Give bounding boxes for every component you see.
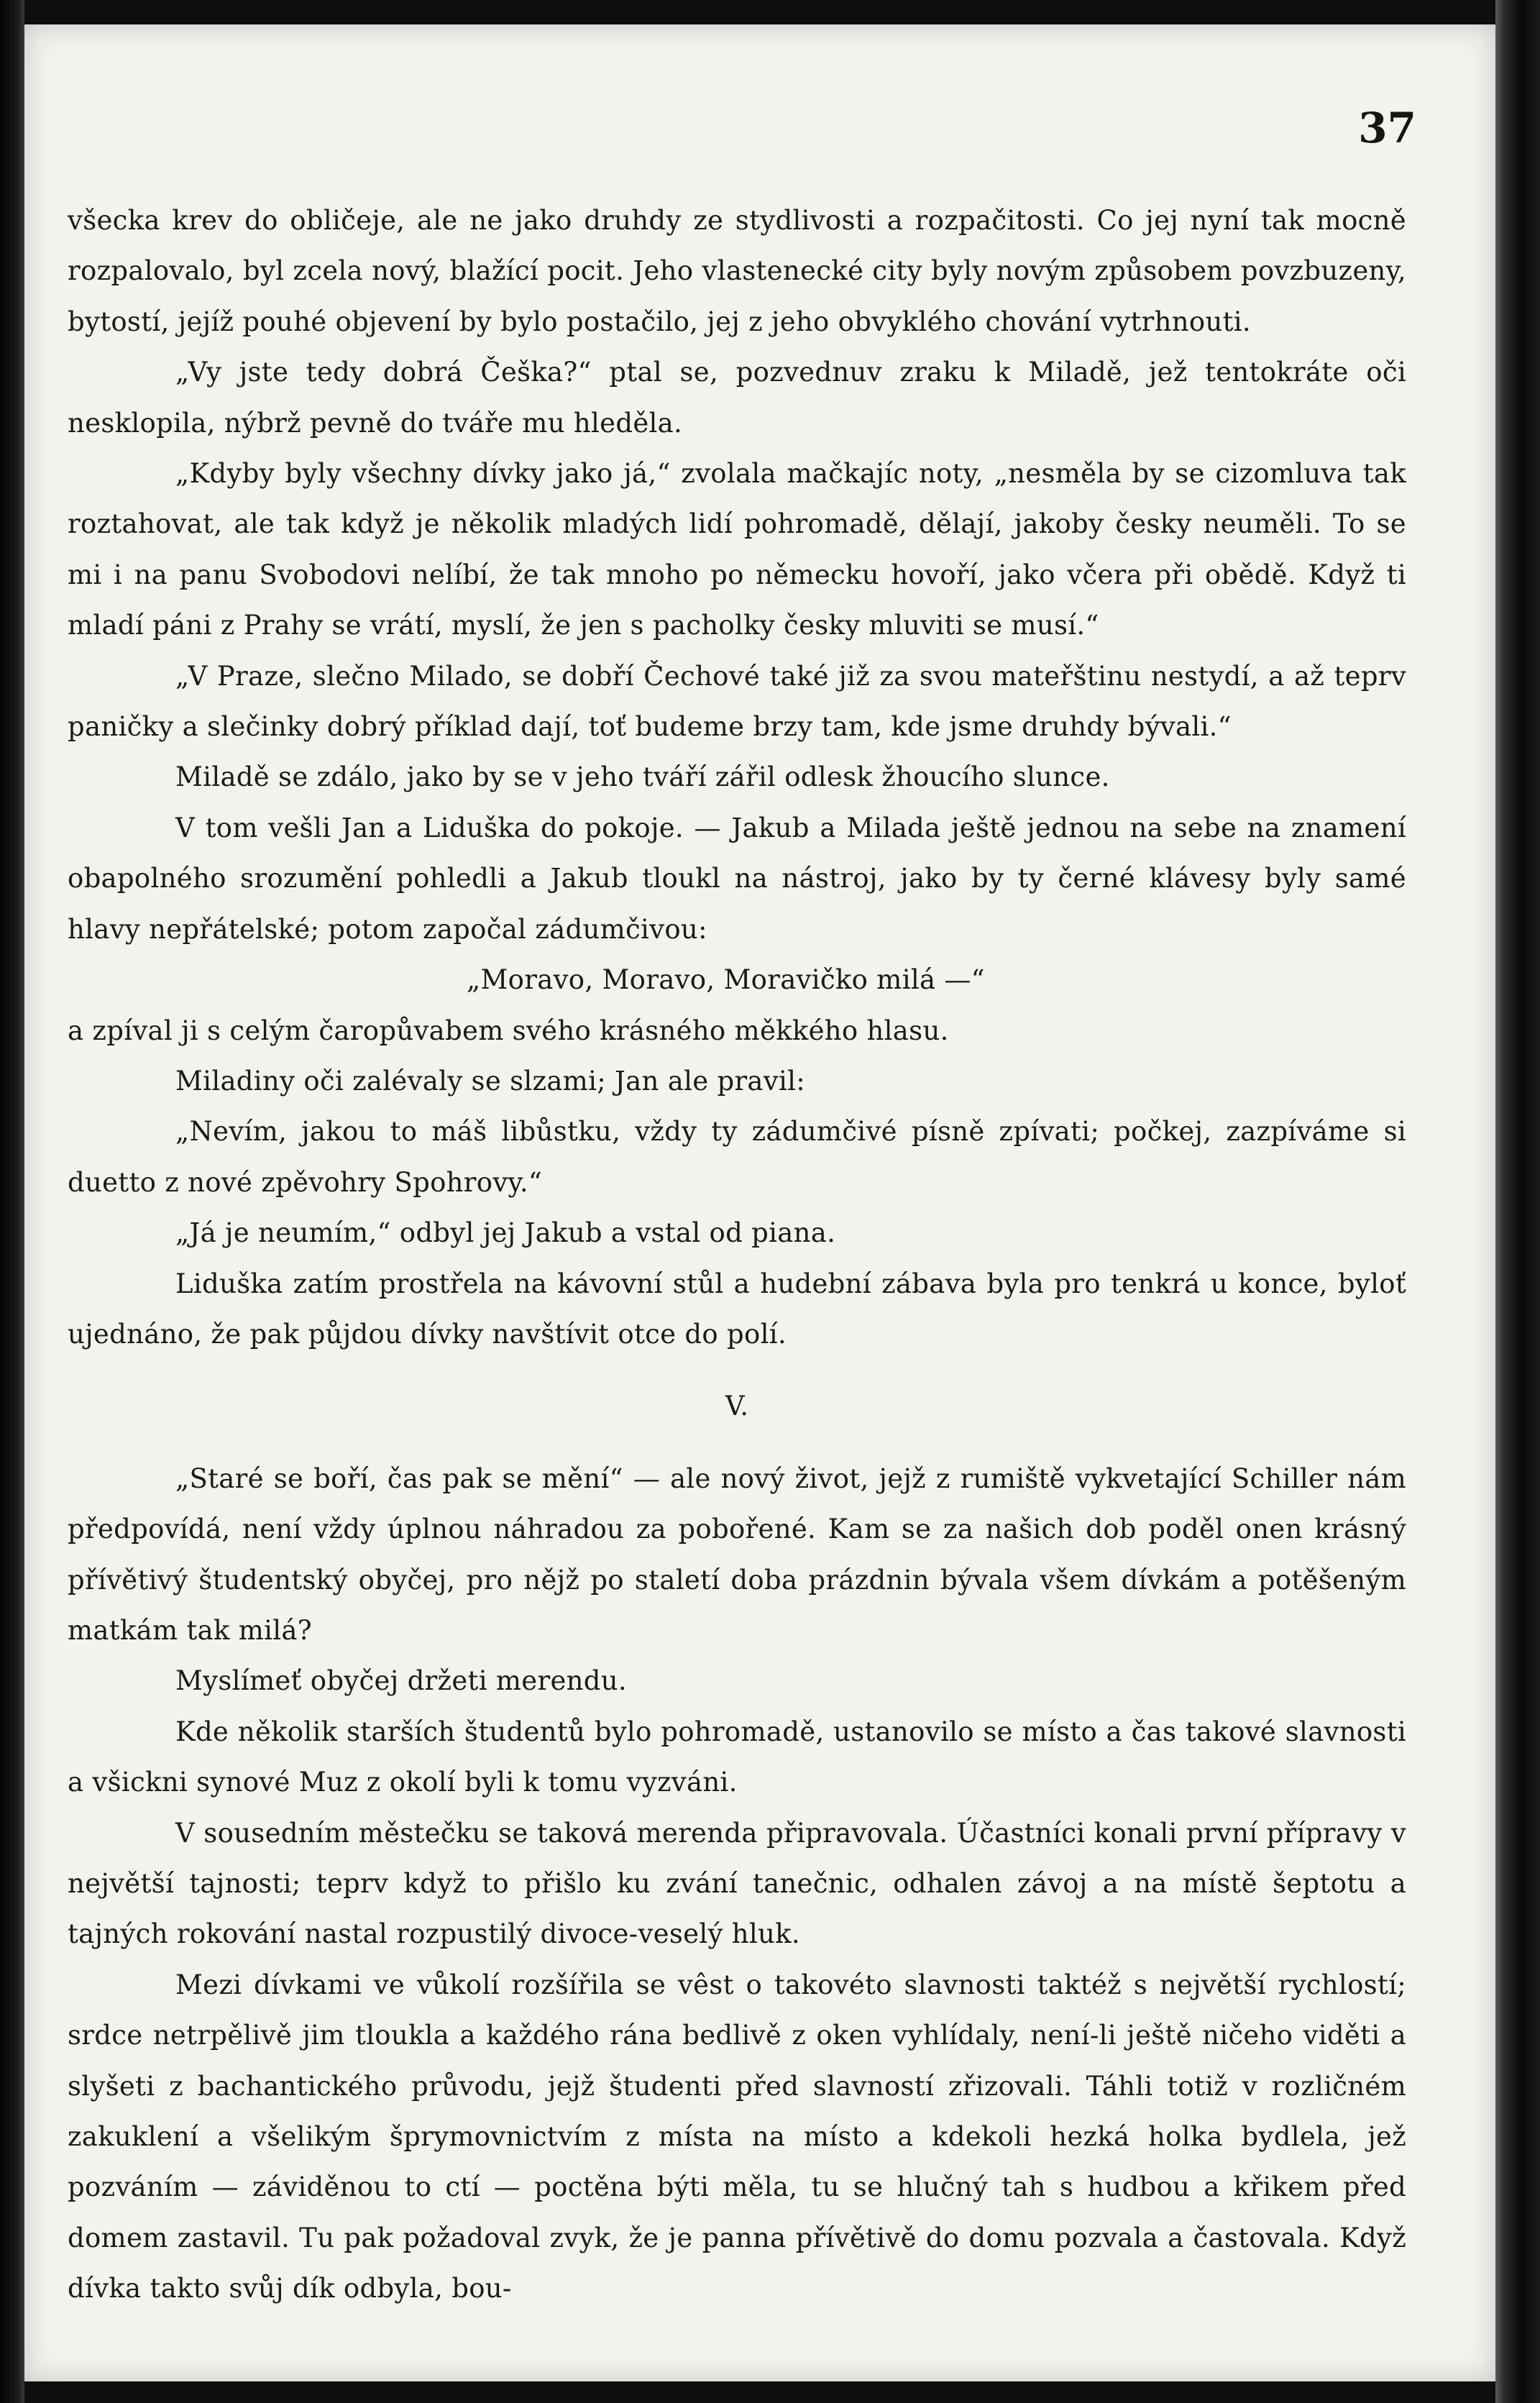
paragraph: Miladě se zdálo, jako by se v jeho tváří zářil odlesk žhoucího slunce.	[175, 761, 1110, 793]
paragraph: Kde několik starších študentů bylo pohromadě, ustanovilo se místo a čas takové slavnosti a všickni synové Muz z okolí byli k tomu vyzváni.	[68, 1716, 1406, 1798]
page-number: 37	[1358, 104, 1416, 152]
paragraph: „Nevím, jakou to máš libůstku, vždy ty zádumčivé písně zpívati; počkej, zazpíváme si duetto z nové zpěvohry Spohrovy.“	[68, 1116, 1406, 1198]
scan-border-right	[1495, 0, 1540, 2403]
chapter-heading: V.	[725, 1391, 749, 1422]
paragraph: Myslímeť obyčej držeti merendu.	[175, 1665, 627, 1697]
paragraph: V sousedním městečku se taková merenda připravovala. Účastníci konali první přípravy v největší tajnosti; teprv když to přišlo ku zvání tanečnic, odhalen závoj a na místě šeptotu a tajných rokování nastal rozpustilý divoce-veselý hluk.	[68, 1817, 1406, 1950]
paragraph: V tom vešli Jan a Liduška do pokoje. — Jakub a Milada ještě jednou na sebe na znamení obapolného srozumění pohledli a Jakub tloukl na nástroj, jako by ty černé klávesy byly samé hlavy nepřátelské; potom započal zádumčivou:	[68, 812, 1406, 945]
paragraph: Liduška zatím prostřela na kávovní stůl a hudební zábava byla pro tenkrá u konce, byloť ujednáno, že pak půjdou dívky navštívit otce do polí.	[68, 1268, 1406, 1350]
paragraph: Mezi dívkami ve vůkolí rozšířila se vêst o takovéto slavnosti taktéž s největší rychlostí; srdce netrpělivě jim tloukla a každého rána bedlivě z oken vyhlídaly, není-li ještě ničeho viděti a slyšeti z bachantického průvodu, jejž študenti před slavností zřizovali. Táhli totiž v rozličném zakuklení a všelikým šprymovnictvím z místa na místo a kdekoli hezká holka bydlela, jež pozváním — záviděnou to ctí — poctěna býti měla, tu se hlučný tah s hudbou a křikem před domem zastavil. Tu pak požadoval zvyk, že je panna přívětivě do domu pozvala a častovala. Když dívka takto svůj dík odbyla, bou-	[68, 1969, 1406, 2304]
paragraph: všecka krev do obličeje, ale ne jako druhdy ze stydlivosti a rozpačitosti. Co jej nyní tak mocně rozpalovalo, byl zcela nový, blažící pocit. Jeho vlastenecké city byly novým způsobem povzbuzeny, bytostí, jejíž pouhé objevení by bylo postačilo, jej z jeho obvyklého chování vytrhnouti.	[68, 205, 1406, 337]
paragraph: „V Praze, slečno Milado, se dobří Čechové také již za svou mateřštinu nestydí, a až teprv paničky a slečinky dobrý příklad dají, toť budeme brzy tam, kde jsme druhdy bývali.“	[68, 660, 1406, 743]
paragraph: „Já je neumím,“ odbyl jej Jakub a vstal od piana.	[175, 1217, 836, 1249]
page-text	[68, 196, 1406, 2315]
paragraph: a zpíval ji s celým čaropůvabem svého krásného měkkého hlasu.	[68, 1015, 949, 1046]
paragraph: „Staré se boří, čas pak se mění“ — ale nový život, jejž z rumiště vykvetající Schiller nám předpovídá, není vždy úplnou náhradou za pobořené. Kam se za našich dob poděl onen krásný přívětivý študentský obyčej, pro nějž po staletí doba prázdnin bývala všem dívkám a potěšeným matkám tak milá?	[68, 1463, 1406, 1646]
paragraph: „Vy jste tedy dobrá Češka?“ ptal se, pozvednuv zraku k Miladě, jež tentokráte oči nesklopila, nýbrž pevně do tváře mu hleděla.	[68, 357, 1406, 439]
book-page	[24, 24, 1495, 2381]
paragraph: „Kdyby byly všechny dívky jako já,“ zvolala mačkajíc noty, „nesměla by se cizomluva tak roztahovat, ale tak když je několik mladých lidí pohromadě, dělají, jakoby česky neuměli. To se mi i na panu Svobodovi nelíbí, že tak mnoho po německu hovoří, jako včera při obědě. Když ti mladí páni z Prahy se vrátí, myslí, že jen s pacholky česky mluviti se musí.“	[68, 458, 1406, 641]
scan-border-left	[0, 0, 24, 2403]
paragraph: Miladiny oči zalévaly se slzami; Jan ale pravil:	[175, 1065, 806, 1097]
song-line: „Moravo, Moravo, Moravičko milá —“	[467, 964, 985, 996]
